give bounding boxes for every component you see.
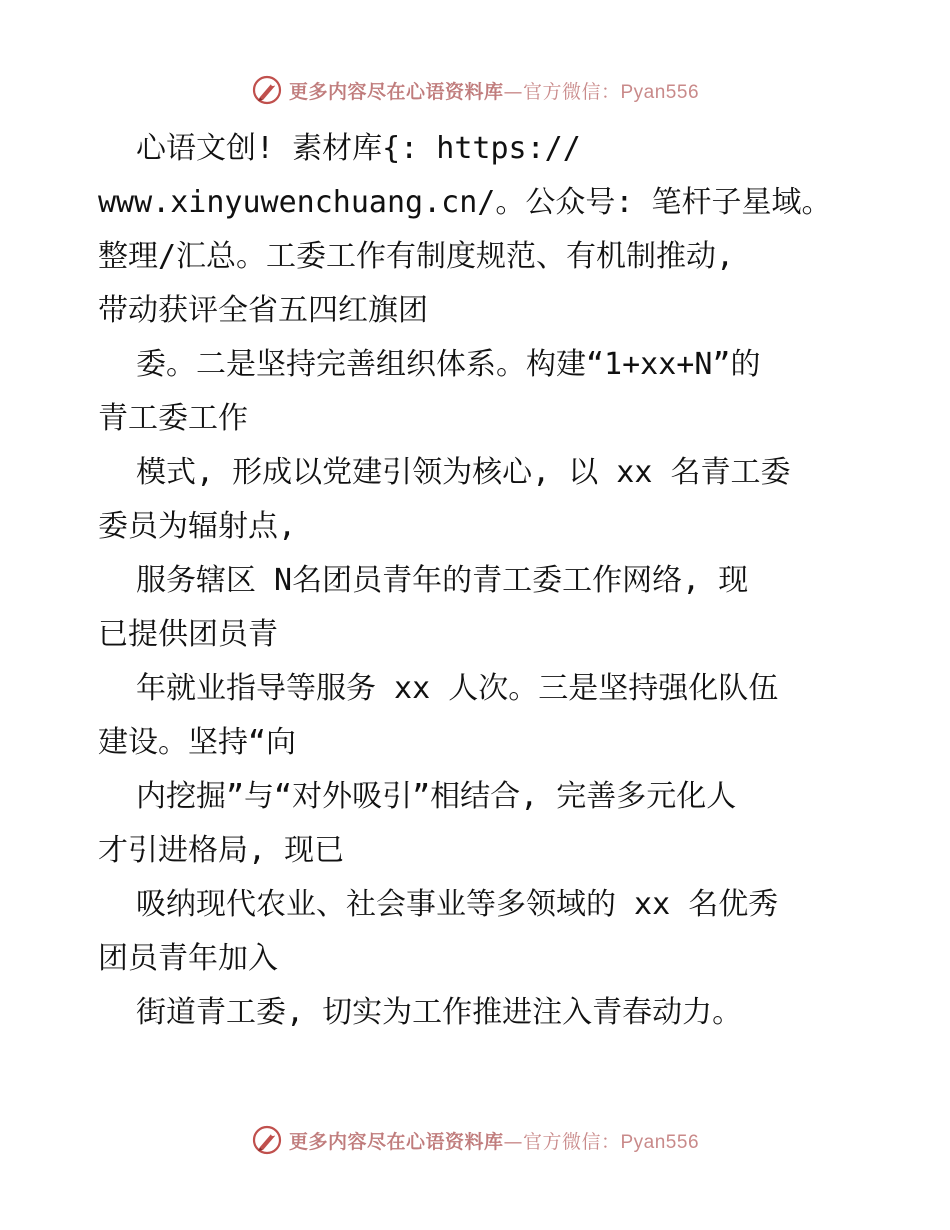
watermark-text bbox=[289, 77, 699, 104]
watermark-dash: — bbox=[503, 1130, 523, 1153]
watermark-account: Pyan556 bbox=[620, 1131, 700, 1153]
body-line: www.xinyuwenchuang.cn/。公众号: 笔杆子星域。 bbox=[98, 185, 832, 220]
header-watermark bbox=[0, 70, 950, 110]
body-line: 整理/汇总。工委工作有制度规范、有机制推动, bbox=[98, 239, 735, 274]
watermark-account: Pyan556 bbox=[620, 81, 700, 103]
body-line: 内挖掘”与“对外吸引”相结合, 完善多元化人 bbox=[136, 779, 737, 814]
watermark-brand: 更多内容尽在心语资料库 bbox=[288, 1130, 504, 1153]
watermark-dash: — bbox=[503, 80, 523, 103]
body-line: 委员为辐射点, bbox=[98, 509, 297, 544]
body-line: 吸纳现代农业、社会事业等多领域的 xx 名优秀 bbox=[136, 887, 779, 922]
body-line: 模式, 形成以党建引领为核心, 以 xx 名青工委 bbox=[136, 455, 791, 490]
body-line: 已提供团员青 bbox=[98, 617, 278, 652]
pen-logo-icon bbox=[251, 1124, 283, 1156]
body-line: 委。二是坚持完善组织体系。构建“1+xx+N”的 bbox=[136, 347, 761, 382]
footer-watermark bbox=[0, 1120, 950, 1160]
body-line: 建设。坚持“向 bbox=[98, 725, 297, 760]
body-line: 才引进格局, 现已 bbox=[98, 833, 345, 868]
watermark-official: 官方微信： bbox=[522, 80, 621, 103]
document-body bbox=[98, 122, 858, 1040]
body-line: 团员青年加入 bbox=[98, 941, 278, 976]
body-line: 青工委工作 bbox=[98, 401, 248, 436]
body-line: 心语文创! 素材库{: https:// bbox=[136, 131, 581, 166]
body-line: 年就业指导等服务 xx 人次。三是坚持强化队伍 bbox=[136, 671, 779, 706]
body-line: 带动获评全省五四红旗团 bbox=[98, 293, 428, 328]
pen-logo-icon bbox=[251, 74, 283, 106]
watermark-brand: 更多内容尽在心语资料库 bbox=[288, 80, 504, 103]
body-line: 服务辖区 N名团员青年的青工委工作网络, 现 bbox=[136, 563, 749, 598]
body-line: 街道青工委, 切实为工作推进注入青春动力。 bbox=[136, 995, 743, 1030]
watermark-official: 官方微信： bbox=[522, 1130, 621, 1153]
watermark-text bbox=[289, 1127, 699, 1154]
